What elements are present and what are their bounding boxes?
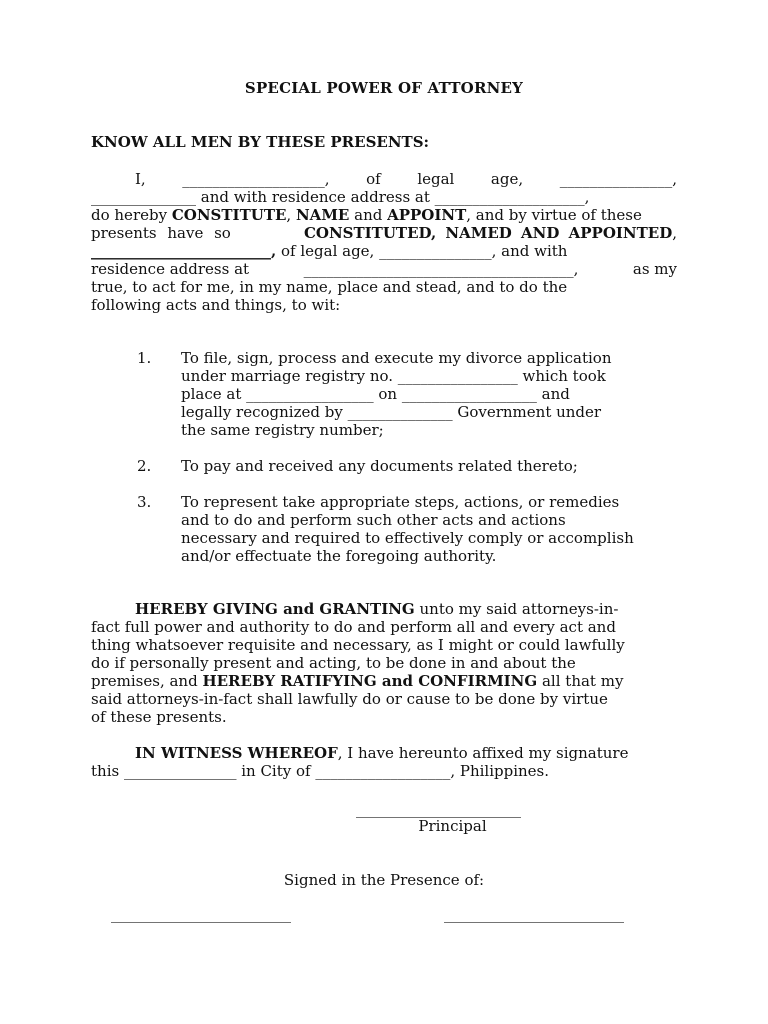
list-item-body <box>181 457 677 475</box>
list-item-line: the same registry number; <box>181 421 384 439</box>
witness-line-1 <box>91 744 677 762</box>
witness-line-2: this _______________ in City of __________________, Philippines. <box>91 762 550 780</box>
granting-line: thing whatsoever requisite and necessary, as I might or could lawfully <box>91 636 625 654</box>
list-item-line: and to do and perform such other acts and actions <box>181 511 566 529</box>
intro-text: , <box>286 206 296 224</box>
witness-signature-line-1: ________________________ <box>111 905 291 923</box>
document-title: SPECIAL POWER OF ATTORNEY <box>244 79 524 97</box>
intro-line-2 <box>91 188 677 206</box>
list-item-line: under marriage registry no. ________________ which took <box>181 367 606 385</box>
intro-line-3 <box>91 206 677 224</box>
intro-text: do hereby <box>91 206 172 224</box>
witness-paragraph <box>91 744 677 780</box>
list-item-line: place at _________________ on __________________ and <box>181 385 570 403</box>
list-item <box>137 457 677 475</box>
intro-line-8 <box>91 296 677 314</box>
intro-word: I, <box>135 170 146 188</box>
know-all-men-heading: KNOW ALL MEN BY THESE PRESENTS: <box>91 133 430 151</box>
attorney-name-blank: ________________________, <box>91 242 277 260</box>
granting-line: said attorneys-in-fact shall lawfully do or cause to be done by virtue <box>91 690 608 708</box>
list-item-line: To file, sign, process and execute my divorce application <box>181 349 612 367</box>
granting-line: do if personally present and acting, to be done in and about the <box>91 654 576 672</box>
intro-word: legal <box>417 170 455 188</box>
intro-line-6 <box>91 260 677 278</box>
granting-line: fact full power and authority to do and perform all and every act and <box>91 618 616 636</box>
hereby-giving-bold: HEREBY GIVING and GRANTING <box>135 600 415 618</box>
intro-text: presents have so <box>91 224 242 242</box>
witness-signature-line-2: ________________________ <box>444 905 624 923</box>
granting-line-5 <box>91 672 677 690</box>
list-item-body <box>181 349 677 439</box>
appoint-bold: APPOINT <box>387 206 467 224</box>
list-item-line: legally recognized by ______________ Government under <box>181 403 602 421</box>
intro-text: following acts and things, to wit: <box>91 296 341 314</box>
intro-text: true, to act for me, in my name, place and stead, and to do the <box>91 278 568 296</box>
list-item-number: 1. <box>137 349 152 367</box>
granting-line-1 <box>91 600 677 618</box>
presence-label: Signed in the Presence of: <box>283 871 485 889</box>
intro-bold-group <box>304 224 677 242</box>
intro-word: of <box>366 170 381 188</box>
list-item <box>137 493 677 565</box>
intro-text: residence address at <box>91 260 250 278</box>
intro-line-4 <box>91 224 677 242</box>
in-witness-whereof-bold: IN WITNESS WHEREOF <box>135 744 338 762</box>
list-item-number: 2. <box>137 457 152 475</box>
principal-name-blank: ___________________, <box>182 170 330 188</box>
granting-paragraph <box>91 600 677 726</box>
attorney-address-blank: ____________________________________, <box>303 260 579 278</box>
hereby-ratifying-bold: HEREBY RATIFYING and CONFIRMING <box>202 672 538 690</box>
list-item-number: 3. <box>137 493 152 511</box>
intro-text: of legal age, _______________, and with <box>276 242 568 260</box>
intro-word: age, <box>490 170 524 188</box>
granting-text: all that my <box>537 672 624 690</box>
constitute-bold: CONSTITUTE <box>171 206 287 224</box>
intro-paragraph <box>91 170 677 314</box>
granting-line: of these presents. <box>91 708 227 726</box>
intro-text: , and by virtue of these <box>466 206 642 224</box>
intro-line-1 <box>91 170 677 188</box>
principal-signature-line: ______________________ <box>356 800 521 818</box>
intro-text: and <box>349 206 388 224</box>
list-item-line: necessary and required to effectively comply or accomplish <box>181 529 634 547</box>
intro-text: , <box>672 224 677 242</box>
principal-label: Principal <box>418 817 487 835</box>
constituted-named-appointed-bold: CONSTITUTED, NAMED AND APPOINTED <box>303 224 673 242</box>
powers-list <box>137 349 677 583</box>
intro-text: ______________ and with residence address at ____________________, <box>91 188 590 206</box>
nationality-blank: _______________, <box>559 170 677 188</box>
witness-text: , I have hereunto affixed my signature <box>337 744 629 762</box>
list-item-body <box>181 493 677 565</box>
list-item <box>137 349 677 439</box>
list-item-line: and/or effectuate the foregoing authority. <box>181 547 497 565</box>
intro-line-7 <box>91 278 677 296</box>
intro-line-5 <box>91 242 677 260</box>
list-item-line: To pay and received any documents related thereto; <box>181 457 578 475</box>
granting-text: unto my said attorneys-in- <box>414 600 619 618</box>
name-bold: NAME <box>295 206 350 224</box>
granting-text: premises, and <box>91 672 203 690</box>
intro-text: as my <box>632 260 677 278</box>
list-item-line: To represent take appropriate steps, actions, or remedies <box>181 493 620 511</box>
